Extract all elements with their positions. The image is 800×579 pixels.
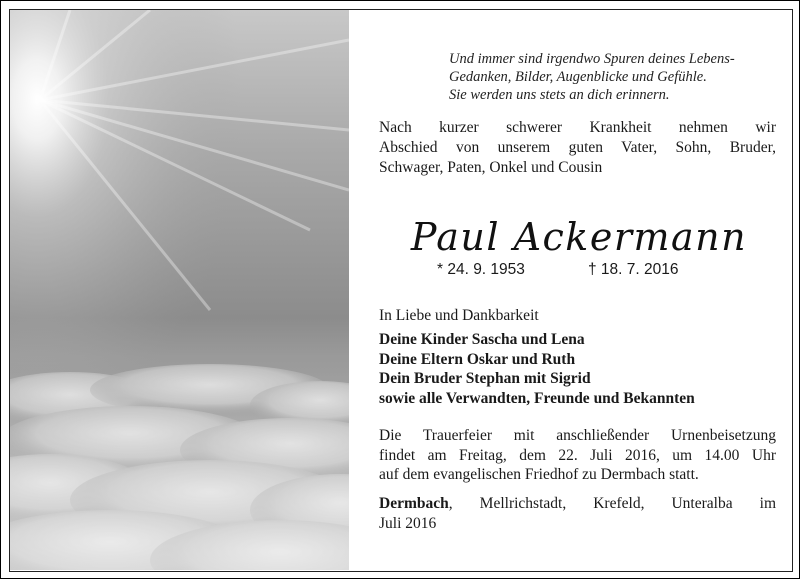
funeral-line: findet am Freitag, dem 22. Juli 2016, um 14.00 Uhr bbox=[379, 446, 776, 464]
deceased-name: Paul Ackermann bbox=[410, 215, 748, 259]
quote-line: Und immer sind irgendwo Spuren deines Lebens- bbox=[449, 51, 735, 67]
obituary-text-column bbox=[379, 10, 779, 570]
place-city: Dermbach bbox=[379, 495, 449, 512]
place-others: , Mellrichstadt, Krefeld, Unteralba im bbox=[448, 495, 776, 512]
mourner-line: Deine Eltern Oskar und Ruth bbox=[379, 350, 576, 368]
sky-clouds-image bbox=[10, 10, 349, 570]
announcement-text bbox=[379, 118, 776, 178]
announcement-line: Abschied von unserem guten Vater, Sohn, Bruder, bbox=[379, 139, 776, 156]
mourner-line: Dein Bruder Stephan mit Sigrid bbox=[379, 370, 591, 387]
mourners-list bbox=[379, 330, 695, 408]
memorial-quote bbox=[449, 50, 779, 104]
announcement-line: Nach kurzer schwerer Krankheit nehmen wir bbox=[379, 119, 776, 136]
obituary-frame bbox=[9, 9, 793, 572]
mourner-line: sowie alle Verwandten, Freunde und Bekannten bbox=[379, 389, 695, 407]
quote-line: Gedanken, Bilder, Augenblicke und Gefühle. bbox=[449, 69, 707, 85]
quote-line: Sie werden uns stets an dich erinnern. bbox=[449, 87, 670, 103]
birth-date: * 24. 9. 1953 bbox=[437, 261, 525, 278]
mourner-line: Deine Kinder Sascha und Lena bbox=[379, 331, 585, 348]
death-date: † 18. 7. 2016 bbox=[588, 261, 679, 278]
publication-date: Juli 2016 bbox=[379, 514, 437, 532]
funeral-line: auf dem evangelischen Friedhof zu Dermbach statt. bbox=[379, 466, 699, 483]
funeral-details bbox=[379, 426, 776, 485]
place-and-date bbox=[379, 494, 776, 533]
announcement-line: Schwager, Paten, Onkel und Cousin bbox=[379, 159, 603, 176]
mourners-intro: In Liebe und Dankbarkeit bbox=[379, 307, 539, 324]
place-line bbox=[379, 494, 776, 514]
funeral-line: Die Trauerfeier mit anschließender Urnenbeisetzung bbox=[379, 427, 776, 444]
